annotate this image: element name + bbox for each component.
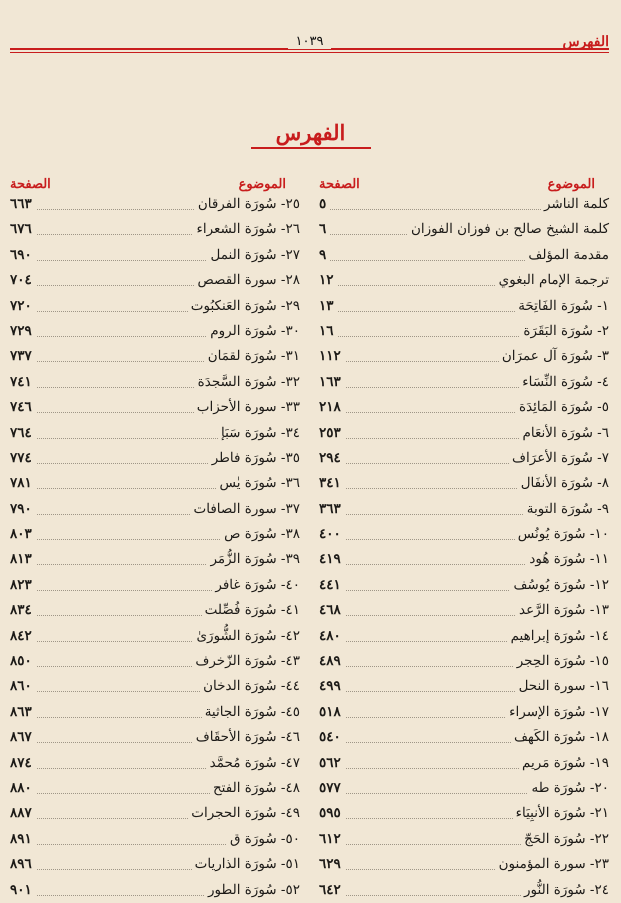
index-entry [10, 598, 300, 623]
index-entry [10, 573, 300, 598]
index-entry [10, 649, 300, 674]
entry-page-number: ٧٦٤ [10, 421, 36, 446]
entry-topic: ٩- سُورَة التوبة [524, 497, 609, 522]
index-entry [10, 827, 300, 852]
column-header [10, 170, 300, 192]
entry-topic: ٥١- سُورَة الذاريات [192, 852, 300, 877]
entry-page-number: ٨٠٣ [10, 522, 36, 547]
entry-topic: ٤٠- سُورَة غافر [212, 573, 300, 598]
entry-page-number: ٩ [319, 243, 330, 268]
entry-topic: ٢١- سُورَة الأنبِيَاء [513, 801, 609, 826]
index-entry [319, 725, 609, 750]
entry-page-number: ٤٤١ [319, 573, 345, 598]
index-entry [10, 878, 300, 903]
entry-page-number: ٩٠١ [10, 878, 36, 903]
page-number: ١٠٣٩ [288, 34, 332, 49]
entry-topic: ٦- سُورَة الأنعَام [520, 421, 609, 446]
running-header [10, 32, 609, 54]
entry-page-number: ٤٦٨ [319, 598, 345, 623]
entry-page-number: ٢١٨ [319, 395, 345, 420]
index-entry [10, 421, 300, 446]
index-entry [319, 217, 609, 242]
entry-topic: ٣٧- سورة الصافات [191, 497, 301, 522]
index-entry [10, 192, 300, 217]
entry-page-number: ٨٦٣ [10, 700, 36, 725]
entry-page-number: ٦ [319, 217, 330, 242]
index-entry [319, 268, 609, 293]
entry-page-number: ٨٨٧ [10, 801, 36, 826]
entry-topic: ٤٣- سُورَة الزّخرف [192, 649, 300, 674]
entry-page-number: ٧٩٠ [10, 497, 36, 522]
index-entry [10, 674, 300, 699]
entry-page-number: ٨٦٧ [10, 725, 36, 750]
index-entry [319, 344, 609, 369]
page-title: الفهرس [275, 120, 346, 145]
entry-topic: ٣٨- سُورَة ص [221, 522, 300, 547]
entry-topic: ١٨- سُورَة الكَهف [511, 725, 609, 750]
entry-page-number: ٤١٩ [319, 547, 345, 572]
entry-topic: ١٢- سُورَة يُوسُف [510, 573, 609, 598]
index-entry [10, 776, 300, 801]
entry-page-number: ٧٢٠ [10, 294, 36, 319]
entry-page-number: ١١٢ [319, 344, 345, 369]
entry-page-number: ٥٩٥ [319, 801, 345, 826]
page-header: الصفحة [319, 177, 360, 192]
header-rule-thin [10, 52, 609, 53]
entry-page-number: ١٣ [319, 294, 338, 319]
entry-page-number: ٨٣٤ [10, 598, 36, 623]
entry-topic: ٣٢- سُورَة السَّجدَة [195, 370, 300, 395]
entry-topic: ٣- سُورَة آل عمرَان [499, 344, 609, 369]
entry-page-number: ٥٧٧ [319, 776, 345, 801]
entry-page-number: ٧٠٤ [10, 268, 36, 293]
index-entry [319, 395, 609, 420]
entry-topic: ١٥- سُورَة الحِجر [514, 649, 609, 674]
entry-topic: ٤٥- سُورَة الجاثية [202, 700, 300, 725]
index-entry [10, 547, 300, 572]
entry-page-number: ٦٧٦ [10, 217, 36, 242]
index-entry [319, 192, 609, 217]
entry-topic: مقدمة المؤلف [525, 243, 609, 268]
index-entry [10, 217, 300, 242]
entry-page-number: ٨٦٠ [10, 674, 36, 699]
index-entry [319, 294, 609, 319]
index-entry [10, 522, 300, 547]
entry-page-number: ٧٣٧ [10, 344, 36, 369]
entry-page-number: ٦٦٣ [10, 192, 36, 217]
index-entry [319, 827, 609, 852]
entry-topic: ٢٧- سُورَة النمل [207, 243, 300, 268]
entry-topic: ٥٠- سُورَة ق [227, 827, 300, 852]
entry-topic: ٤١- سُورَة فُصِّلت [202, 598, 300, 623]
entry-page-number: ٧٤٦ [10, 395, 36, 420]
index-entry [319, 700, 609, 725]
index-entry [319, 674, 609, 699]
index-entry [319, 649, 609, 674]
entry-page-number: ٦٤٢ [319, 878, 345, 903]
entry-page-number: ٨٤٢ [10, 624, 36, 649]
index-entry [10, 268, 300, 293]
entry-page-number: ٨٧٤ [10, 751, 36, 776]
entry-page-number: ٦١٢ [319, 827, 345, 852]
index-entry [319, 522, 609, 547]
topic-header: الموضوع [238, 177, 286, 192]
entry-topic: ٢٦- سُورَة الشعراء [193, 217, 300, 242]
entry-page-number: ٢٩٤ [319, 446, 345, 471]
entry-page-number: ٦٩٠ [10, 243, 36, 268]
index-entry [319, 243, 609, 268]
index-entry [10, 471, 300, 496]
entry-topic: ترجمة الإمام البغوي [496, 268, 609, 293]
entry-topic: ٣٤- سُورَة سَبَإ [218, 421, 300, 446]
entry-page-number: ٨٨٠ [10, 776, 36, 801]
entry-page-number: ٢٥٣ [319, 421, 345, 446]
entry-page-number: ٧٤١ [10, 370, 36, 395]
index-entry [319, 878, 609, 903]
entry-page-number: ٨٥٠ [10, 649, 36, 674]
entry-topic: ٢٤- سُورَة النُّور [521, 878, 609, 903]
index-entry [10, 319, 300, 344]
entry-page-number: ٣٦٣ [319, 497, 345, 522]
entry-topic: ١٩- سُورَة مَريم [519, 751, 609, 776]
entry-topic: ١٦- سورة النحل [516, 674, 609, 699]
index-entry [319, 624, 609, 649]
entry-page-number: ٨٢٣ [10, 573, 36, 598]
entry-topic: ٤٢- سُورَة الشُّورَىٰ [193, 624, 300, 649]
index-entry [10, 243, 300, 268]
entry-topic: ١٠- سُورَة يُونُس [515, 522, 609, 547]
index-entry [319, 573, 609, 598]
entry-topic: ٢٥- سُورَة الفرقان [195, 192, 300, 217]
index-entry [10, 497, 300, 522]
entry-page-number: ١٦٣ [319, 370, 345, 395]
index-entry [10, 700, 300, 725]
entry-topic: ٢- سُورَة البَقَرَة [520, 319, 609, 344]
index-entry [319, 446, 609, 471]
index-entry [319, 319, 609, 344]
entry-page-number: ٨٩١ [10, 827, 36, 852]
index-entry [319, 598, 609, 623]
entry-topic: ٤٩- سُورَة الحجرات [188, 801, 300, 826]
entry-page-number: ٤٩٩ [319, 674, 345, 699]
entry-topic: كلمة الشيخ صالح بن فوزان الفوزان [408, 217, 609, 242]
right-entries [319, 192, 609, 903]
entry-page-number: ٧٢٩ [10, 319, 36, 344]
entry-page-number: ٦٢٩ [319, 852, 345, 877]
entry-page-number: ٥٤٠ [319, 725, 345, 750]
entry-topic: ٣٣- سورة الأحزاب [194, 395, 300, 420]
entry-topic: ١٣- سُورَة الرَّعد [516, 598, 609, 623]
entry-topic: ٣١- سُورَة لقمَان [205, 344, 300, 369]
entry-topic: ٥٢- سُورَة الطور [205, 878, 300, 903]
entry-page-number: ٤٨٩ [319, 649, 345, 674]
running-title: الفهرس [562, 34, 609, 50]
entry-page-number: ٨١٣ [10, 547, 36, 572]
index-entry [319, 852, 609, 877]
entry-topic: ١- سُورَة الفَاتِحَة [515, 294, 609, 319]
topic-header: الموضوع [547, 177, 595, 192]
index-entry [319, 547, 609, 572]
entry-page-number: ٤٠٠ [319, 522, 345, 547]
entry-topic: ٧- سُورَة الأعرَاف [509, 446, 609, 471]
index-column-right [319, 170, 609, 903]
entry-page-number: ٨٩٦ [10, 852, 36, 877]
entry-topic: ٤٦- سُورَة الأحقَاف [193, 725, 300, 750]
entry-topic: ٣٦- سُورَة يٰس [216, 471, 300, 496]
entry-topic: ٢٨- سورة القصص [195, 268, 300, 293]
title-underline [251, 147, 371, 149]
entry-topic: ٥- سُورَة المَائِدَة [516, 395, 609, 420]
entry-page-number: ٥٦٢ [319, 751, 345, 776]
column-header [319, 170, 609, 192]
entry-topic: ٢٩- سُورَة العَنكبُوت [188, 294, 300, 319]
entry-topic: ٢٢- سُورَة الحَجّ [521, 827, 609, 852]
index-entry [319, 370, 609, 395]
entry-page-number: ١٢ [319, 268, 338, 293]
entry-topic: ١١- سُورَة هُود [526, 547, 609, 572]
index-entry [10, 294, 300, 319]
entry-page-number: ٧٧٤ [10, 446, 36, 471]
entry-topic: ٢٠- سُورَة طه [528, 776, 609, 801]
index-entry [10, 852, 300, 877]
index-entry [10, 751, 300, 776]
index-entry [10, 446, 300, 471]
index-entry [319, 776, 609, 801]
entry-topic: ٨- سُورَة الأنفَال [518, 471, 609, 496]
entry-topic: ٤٤- سُورَة الدخان [200, 674, 300, 699]
entry-page-number: ١٦ [319, 319, 338, 344]
entry-topic: ٣٥- سُورَة فاطر [209, 446, 300, 471]
entry-topic: ٣٩- سُورَة الزُّمَر [207, 547, 300, 572]
entry-topic: كلمة الناشر [541, 192, 609, 217]
index-entry [10, 370, 300, 395]
entry-topic: ١٧- سُورَة الإسراء [506, 700, 609, 725]
entry-page-number: ٥ [319, 192, 330, 217]
left-entries [10, 192, 300, 903]
entry-topic: ٤٧- سُورَة مُحمَّد [207, 751, 300, 776]
index-entry [319, 421, 609, 446]
index-entry [319, 801, 609, 826]
index-entry [10, 344, 300, 369]
entry-page-number: ٧٨١ [10, 471, 36, 496]
index-entry [319, 471, 609, 496]
index-entry [10, 725, 300, 750]
page-header: الصفحة [10, 177, 51, 192]
index-entry [10, 624, 300, 649]
index-column-left [10, 170, 300, 903]
index-entry [319, 751, 609, 776]
index-entry [10, 395, 300, 420]
entry-topic: ٢٣- سورة المؤمنون [496, 852, 609, 877]
entry-topic: ٤- سُورَة النِّسَاء [519, 370, 609, 395]
entry-page-number: ٥١٨ [319, 700, 345, 725]
entry-topic: ٤٨- سُورَة الفتح [210, 776, 300, 801]
entry-page-number: ٣٤١ [319, 471, 345, 496]
entry-topic: ٣٠- سُورَة الروم [207, 319, 300, 344]
entry-page-number: ٤٨٠ [319, 624, 345, 649]
index-entry [10, 801, 300, 826]
index-entry [319, 497, 609, 522]
entry-topic: ١٤- سُورَة إبراهيم [508, 624, 609, 649]
